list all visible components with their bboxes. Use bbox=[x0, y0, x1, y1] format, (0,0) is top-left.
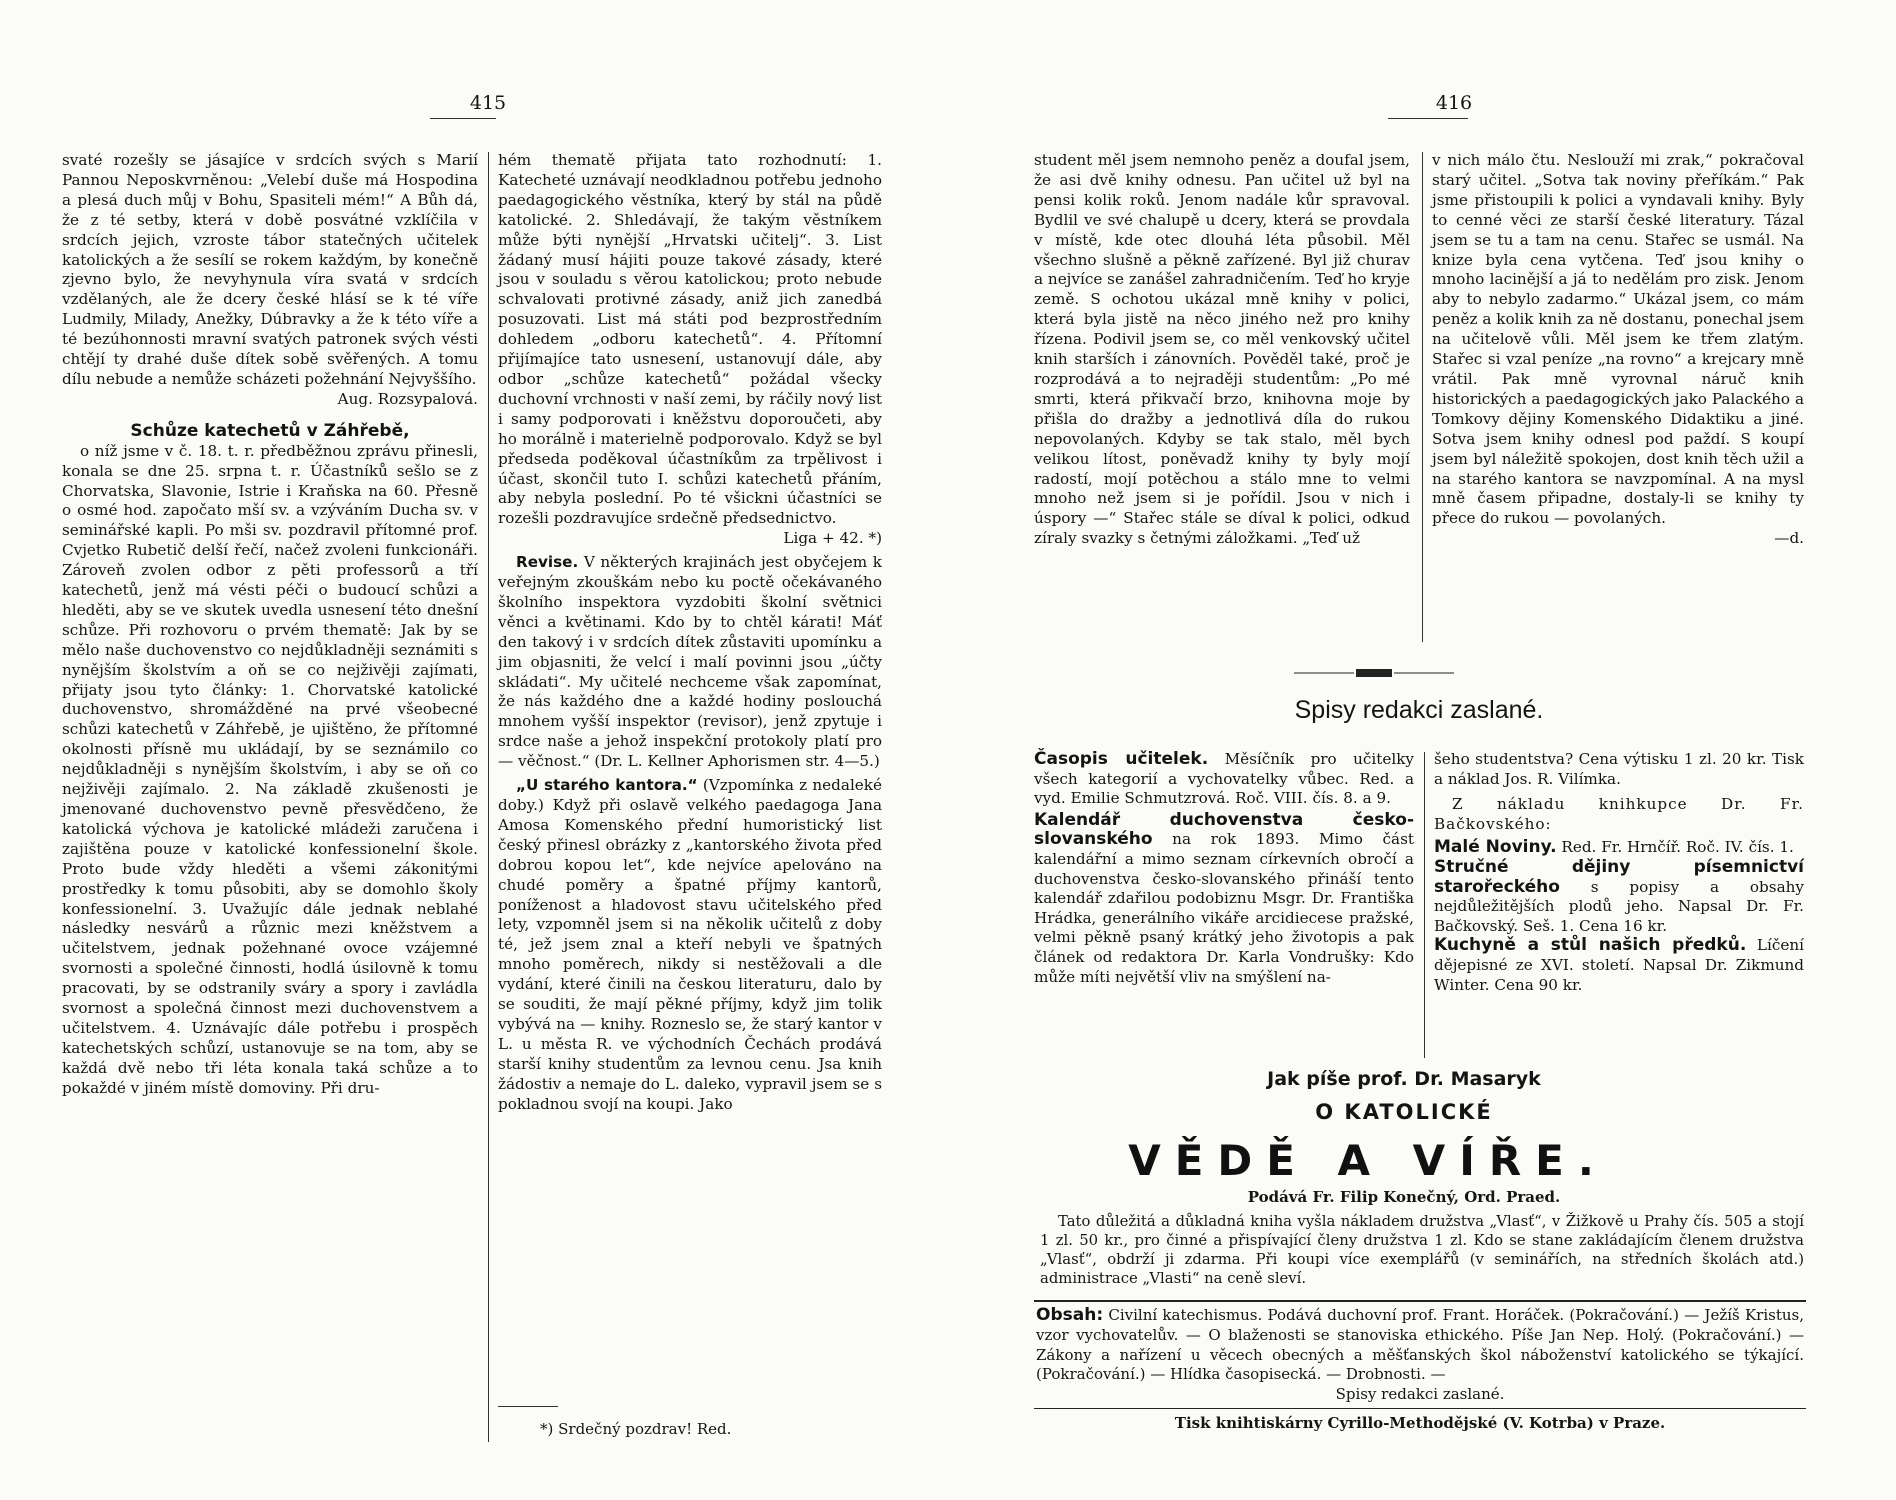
book-text: Líčení dějepisné ze XVI. století. Napsal Dr. Zikmund Winter. Cena 90 kr. bbox=[1434, 936, 1804, 994]
printer-imprint: Tisk knihtiskárny Cyrillo-Methodějské (V. Kotrba) v Praze. bbox=[1174, 1414, 1666, 1432]
right-column-2 bbox=[1432, 151, 1804, 549]
liga-signature: Liga + 42. *) bbox=[783, 529, 882, 548]
section-title: Spisy redakci zaslané. bbox=[1294, 696, 1544, 724]
run-in-heading: „U starého kantora.“ bbox=[516, 776, 698, 795]
left-column-2 bbox=[498, 151, 882, 1115]
ad-title: VĚDĚ A VÍŘE. bbox=[1128, 1136, 1608, 1185]
paragraph: o níž jsme v č. 18. t. r. předběžnou zprávu přinesli, konala se dne 25. srpna t. r. Účastníků sešlo se z Chorvatska, Slavonie, Istrie i Kraňska na 60. Přesně o osmé hod. započato mší sv. a vzýváním Ducha sv. v seminářské kapli. Po mši sv. pozdravil přítomné prof. Cvjetko Rubetič delší řečí, načež zvoleni funkcionáři. Zároveň zvolen odbor z pěti professorů a tří katechetů, jenž má vésti péči o budoucí schůzi a hleděti, aby se ve skutek uvedla usnesení této dnešní schůze. Při rozhovoru o prvém thematě: Jak by se mělo naše duchovenstvo co nejdůkladněji seznámiti s nynějším školstvím a oň se co nejživěji zajímati, přijaty jsou tyto články: 1. Chorvatské katolické duchovenstvo, shromážděné na prvé všeobecné schůzi katechetů v Záhřebě, je ujištěno, že přítomné okolnosti přísně mu ukládají, by se seznámilo co nejdůkladněji s nynějším školstvím, i aby se oň co nejživěji zajímalo. 2. Na základě zkušenosti je jmenované duchovenstvo pevně přesvědčeno, že katolická výchova je katolické mládeži zaručena i zajištěna pouze v katolické konfessionelní škole. Proto bude vždy hleděti a všemi zákonitými prostředky k tomu působiti, aby se domohlo školy konfessionelní. 3. Uvažujíc dále jednak neblahé následky nesvárů a různic mezi kněžstvem a učitelstvem, jednak požehnané ovoce vzájemné svornosti a společné činnosti, hodlá úsilovně k tomu pracovati, by se odstranily sváry a spory i zavládla svornost a společná činnost mezi duchovenstvem a učitelstvem. 4. Uznávajíc dále potřebu i prospěch katechetských schůzí, ustanovuje se na tom, aby se každá dvě nebo tři léta konala taká schůze a to pokaždé v jiném místě domoviny. Při dru- bbox=[62, 441, 478, 1097]
ad-line-1: Jak píše prof. Dr. Masaryk bbox=[1267, 1068, 1541, 1090]
book-text: s popisy a obsahy nejdůležitějších plodů jeho. Napsal Dr. Fr. Bačkovský. Seš. 1. Cena 16 kr. bbox=[1434, 877, 1804, 935]
paragraph bbox=[498, 776, 882, 1114]
paragraph-text: V některých krajinách jest obyčejem k veřejným zkouškám nebo ku poctě očekávaného školního inspektora vyzdobiti školní světnici věnci a květinami. Kdo by to chtěl kárati! Máť den takový i v srdcích dítek zůstaviti upomínku a jim objasniti, že velcí i malí povinni jsou „účty skládati“. My učitelé nechceme však zapomínat, že nás každého dne a každé hodiny poslouchá mnohem vyšší inspektor (revisor), jenž zpytuje i srdce naše a jehož inspekční protokoly platí pro — věčnost.“ (Dr. L. Kellner Aphorismen str. 4—5.) bbox=[498, 553, 882, 771]
paragraph: v nich málo čtu. Neslouží mi zrak,“ pokračoval starý učitel. „Sotva tak noviny přeříkám.“ Pak jsme přistoupili k polici a vyndavali knihy. Byly to cenné věci ze starší české literatury. Tázal jsem se tu a tam na cenu. Stařec se usmál. Na knize byla cena vytčena. Teď jsou knihy o mnoho lacinější a já to nedělám pro zisk. Jenom aby to nebylo zadarmo.“ Ukázal jsem, co mám peněz a kolik knih za ně dostanu, ponechal jsem na učitelově vůli. Měl jsem ke třem zlatým. Stařec si vzal peníze „na rovno“ a krejcary mně vrátil. Pak mně vyrovnal náruč knih historických a paedagogických jako Palackého a Tomkovy dějiny Komenského Didaktiku a jiné. Sotva jsem knihy odnesl pod paždí. S koupí jsem byl náležitě spokojen, dost knih těch užil a na starého kantora se navzpomínal. A na mysl mně časem připadne, dostaly-li se knihy ty přece do rukou — povolaných. bbox=[1432, 151, 1804, 528]
paragraph: hém thematě přijata tato rozhodnutí: 1. Katecheté uznávají neodkladnou potřebu jednoho paedagogického věstníka, který by stál na půdě katolické. 2. Shledávají, že takým věstníkem může býti nynější „Hrvatski učitelj“. 3. List žádaný musí hájiti pouze takové zásady, které jsou v souladu s věrou katolickou; proto nebude schvalovati protivné zásady, aniž jich zanedbá posuzovati. List má státi pod bezprostředním dohledem „odboru katechetů“. 4. Přítomní přijímajíce tato usnesení, ustanovují dále, aby odbor „schůze katechetů“ požádal všecky duchovní vrchnosti v naší zemi, by ráčily nový list i samy podporovati i kněžstvu doporoučeti, aby ho morálně i materielně podporovalo. Když se byl předseda poděkoval účastníkům za trpělivost i účast, skončil tuto I. schůzi katechetů přáním, aby nebyla poslední. Po té všickni účastníci se rozešli pozdravujíce srdečně předsednictvo. bbox=[498, 151, 882, 528]
book-text: Měsíčník pro učitelky všech kategorií a vychovatelky vůbec. Red. a vyd. Emilie Schmutzrová. Roč. VIII. čís. 8. a 9. bbox=[1034, 750, 1414, 808]
contents-rule bbox=[1034, 1300, 1806, 1302]
book-text: šeho studentstva? Cena výtisku 1 zl. 20 kr. Tisk a náklad Jos. R. Vilímka. bbox=[1434, 750, 1804, 788]
paragraph: svaté rozešly se jásajíce v srdcích svých s Marií Pannou Neposkvrněnou: „Velebí duše má Hospodina a plesá duch můj v Bohu, Spasiteli mém!“ A Bůh dá, že z té setby, která v době posvátné vzklíčila v srdcích jejich, vzroste tábor statečných učitelek katolických a že sesílí se rokem každým, by konečně zjevno bylo, že nevyhynula víra svatá v srdcích vzdělaných, ale že dcery české hlásí se k té víře Ludmily, Milady, Anežky, Dúbravky a že k této víře a té bezúhonnosti mravní svatých patronek svých vésti chtějí ty drahé duše dítek sobě svěřených. A tomu dílu nebude a nemůže scházeti požehnání Nejvyššího. bbox=[62, 151, 478, 388]
footnote: *) Srdečný pozdrav! Red. bbox=[540, 1420, 732, 1438]
right-column-1: student měl jsem nemnoho peněz a doufal jsem, že asi dvě knihy odnesu. Pan učitel už byl na pensi kolik roků. Jenom nadále kůr spravoval. Bydlil ve své chalupě u dcery, která se provdala v místě, kde otec dlouhá léta působil. Měl všechno slušně a pěkně zařízené. Byl již churav a nejvíce se zanášel zahradničením. Teď ho kryje země. S ochotou ukázal mně knihy v polici, která byla jistě na něco jiného než pro knihy řízena. Podivil jsem se, co měl venkovský učitel knih starších i zánovních. Pověděl také, proč je rozprodává a to nejraději studentům: „Po mé smrti, která přikvačí brzo, knihovna moje by přišla do dražby a jednotlivá díla do rukou nepovolaných. Kdyby se tak stalo, měl bych velikou lítost, poněvadž knihy ty byly mojí radostí, mojí potěchou a stálo mne to velmi mnoho než jsem si je pořídil. Jsou v nich i úspory —“ Stařec stále se díval k polici, odkud zíraly svazky s četnými záložkami. „Teď už bbox=[1034, 151, 1410, 548]
column-divider bbox=[1422, 152, 1423, 642]
contents-label: Obsah: bbox=[1036, 1305, 1104, 1325]
ad-line-4: Podává Fr. Filip Konečný, Ord. Praed. bbox=[1247, 1188, 1561, 1206]
ad-text bbox=[1040, 1212, 1804, 1288]
page-number-rule bbox=[1388, 118, 1468, 119]
page-number: 416 bbox=[1435, 92, 1473, 114]
page-number: 415 bbox=[469, 92, 507, 114]
signature: —d. bbox=[1774, 529, 1804, 548]
publisher-note: Z nákladu knihkupce Dr. Fr. Bačkovského: bbox=[1434, 795, 1804, 833]
run-in-heading: Revise. bbox=[516, 553, 579, 572]
signature: Aug. Rozsypalová. bbox=[337, 389, 478, 408]
book-title: Kalendář duchovenstva česko-slovanského bbox=[1034, 809, 1414, 850]
contents-text: Civilní katechismus. Podává duchovní prof. Frant. Horáček. (Pokračování.) — Ježíš Kristus, vzor vychovatelův. — O blaženosti se stanoviska ethického. Píše Jan Nep. Holý. (Pokračování.) — Zákony a nařízení u věcech obecných a měšťanských škol náboženství katolického se týkající. (Pokračování.) — Hlídka časopisecká. — Drobnosti. — bbox=[1036, 1306, 1804, 1384]
paragraph bbox=[498, 553, 882, 772]
paragraph: Tato důležitá a důkladná kniha vyšla nákladem družstva „Vlasť“, v Žižkově u Prahy čís. 505 a stojí 1 zl. 50 kr., pro činné a přispívající členy družstva 1 zl. Kdo se stane zakládajícím členem družstva „Vlasť“, obdrží ji zdarma. Při koupi více exemplářů (v seminářích, na středních školách atd.) administrace „Vlasti“ na ceně sleví. bbox=[1040, 1213, 1804, 1287]
book-title: Časopis učitelek. bbox=[1034, 749, 1209, 769]
paragraph-text: (Vzpomínka z nedaleké doby.) Když při oslavě velkého paedagoga Jana Amosa Komenského přední humoristický list český přinesl obrázky z „kantorského života před dobrou kopou let“, kde nejvíce apelováno na chudé poměry a špatné příjmy kantorů, poníženost a hladovost stavu učitelského před lety, vzpomněl jsem si na několik učitelů z doby té, jež jsem znal a kteří nebyli ve špatných mnoho poměrech, nikdy si nestěžovali a dle vydání, které činili na českou literaturu, dalo by se souditi, že mají pěkné příjmy, když jim tolik vybývá na — knihy. Rozneslo se, že starý kantor v L. u města R. ve východních Čechách prodává starší knihy studentům za levnou cenu. Jsa knih žádostiv a nemaje do L. daleko, vypravil jsem se s pokladnou svojí na koupi. Jako bbox=[498, 776, 882, 1113]
printer-rule bbox=[1034, 1408, 1806, 1409]
book-title: Stručné dějiny písemnictví starořeckého bbox=[1434, 856, 1804, 897]
contents-end: Spisy redakci zaslané. bbox=[1335, 1385, 1505, 1404]
article-heading: Schůze katechetů v Záhřebě, bbox=[130, 420, 410, 441]
ornament-divider bbox=[1294, 666, 1454, 680]
footnote-rule bbox=[498, 1406, 558, 1407]
books-column-right bbox=[1434, 750, 1804, 995]
ad-line-2: O KATOLICKÉ bbox=[1315, 1100, 1493, 1124]
books-column-left bbox=[1034, 750, 1414, 987]
column-divider bbox=[1424, 752, 1425, 1058]
column-divider bbox=[488, 152, 489, 1442]
book-title: Kuchyně a stůl našich předků. bbox=[1434, 935, 1747, 956]
contents bbox=[1036, 1306, 1804, 1405]
book-text: Red. Fr. Hrnčíř. Roč. IV. čís. 1. bbox=[1556, 838, 1794, 857]
left-column-1 bbox=[62, 151, 478, 1099]
book-text: na rok 1893. Mimo část kalendářní a mimo seznam církevních obročí a duchovenstva česko-slovanského přináší tento kalendář zdařilou podobiznu Msgr. Dr. Františka Hrádka, generálního vikáře arcidiecese pražské, velmi pěkně psaný krátký jeho životopis a pak článek od redaktora Dr. Karla Vondrušky: Kdo může míti největší vliv na smýšlení na- bbox=[1034, 830, 1414, 986]
book-title: Malé Noviny. bbox=[1434, 837, 1557, 858]
page-right bbox=[948, 0, 1896, 1500]
page-number-rule bbox=[430, 118, 496, 119]
